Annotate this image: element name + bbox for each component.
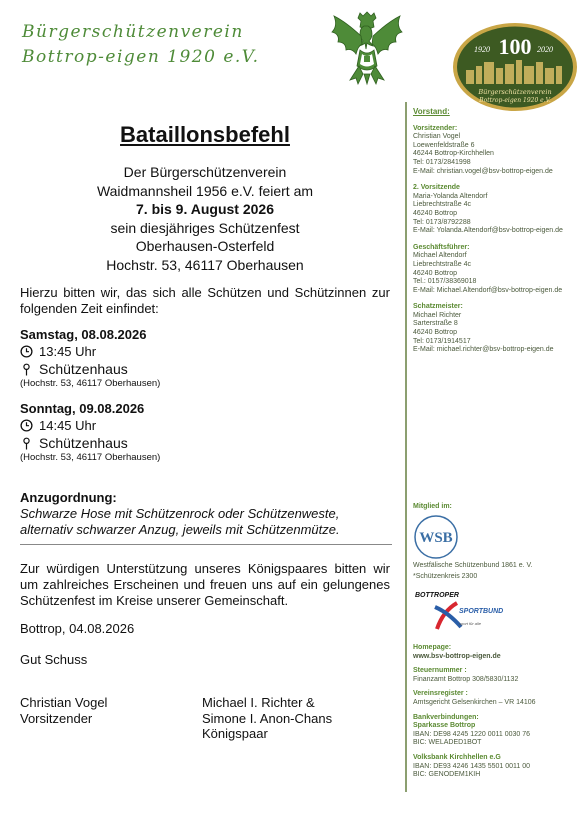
bank-bic: BIC: GENODEM1KIH xyxy=(413,771,481,779)
board-email-link[interactable]: E-Mail: michael.richter@bsv-bottrop-eigen.de xyxy=(413,346,554,354)
board-city: 46240 Bottrop xyxy=(413,269,457,277)
jubilee-caption-1: Bürgerschützenverein xyxy=(478,88,552,96)
signature-chairman xyxy=(20,695,107,726)
support-paragraph: Zur würdigen Unterstützung unseres Königspaares bitten wir um zahlreiches Erscheinen und freuen uns auf ein gelungenes Schützenfest im Kreise unserer Gemeinschaft. xyxy=(20,561,390,608)
jubilee-100-logo xyxy=(452,22,578,112)
membership-block xyxy=(413,503,579,635)
board-name: Michael Richter xyxy=(413,311,462,319)
board-street: Loewenfeldstraße 6 xyxy=(413,141,475,149)
tax-value: Finanzamt Bottrop 308/5830/1132 xyxy=(413,675,519,683)
bank-bic: BIC: WELADED1BOT xyxy=(413,739,482,747)
intro-line: Waidmannsheil 1956 e.V. feiert am xyxy=(96,182,314,199)
intro-block xyxy=(20,163,390,274)
board-sidebar xyxy=(413,108,579,355)
board-member xyxy=(413,244,579,296)
place-date: Bottrop, 04.08.2026 xyxy=(20,621,135,636)
board-street: Sarterstraße 8 xyxy=(413,320,458,328)
board-role: Geschäftsführer: xyxy=(413,243,470,251)
board-role: 2. Vorsitzende xyxy=(413,184,460,192)
board-member xyxy=(413,125,579,177)
signature-name: Michael I. Richter & xyxy=(202,695,315,710)
board-phone: Tel: 0173/1914517 xyxy=(413,337,471,345)
tax-label: Steuernummer : xyxy=(413,667,467,675)
board-street: Liebrechtstraße 4c xyxy=(413,201,471,209)
wsb-district: *Schützenkreis 2300 xyxy=(413,572,478,580)
intro-date: 7. bis 9. August 2026 xyxy=(136,201,274,217)
page-title: Bataillonsbefehl xyxy=(120,122,290,147)
intro-line: Der Bürgerschützenverein xyxy=(123,164,287,180)
register-label: Vereinsregister : xyxy=(413,690,468,698)
intro-line: sein diesjähriges Schützenfest xyxy=(110,219,300,236)
jubilee-year-to: 2020 xyxy=(537,45,553,54)
club-info xyxy=(413,638,579,780)
board-name: Maria-Yolanda Altendorf xyxy=(413,192,488,200)
location-pin-icon xyxy=(20,437,33,450)
board-name: Michael Altendorf xyxy=(413,252,467,260)
board-email-link[interactable]: E-Mail: Michael.Altendorf@bsv-bottrop-eigen.de xyxy=(413,286,563,294)
homepage-label: Homepage: xyxy=(413,644,452,651)
member-label: Mitglied im: xyxy=(413,503,452,510)
event-date: Samstag, 08.08.2026 xyxy=(20,327,147,342)
event-time: 13:45 Uhr xyxy=(39,344,97,359)
signature-royal-couple xyxy=(202,695,332,742)
board-email-link[interactable]: E-Mail: Yolanda.Altendorf@bsv-bottrop-eigen.de xyxy=(413,227,563,235)
dress-code xyxy=(20,490,392,538)
bank-iban: IBAN: DE93 4246 1435 5501 0011 00 xyxy=(413,762,531,770)
sportbund-tagline: sport für alle xyxy=(459,621,482,626)
event-day xyxy=(20,401,390,463)
board-street: Liebrechtstraße 4c xyxy=(413,260,471,268)
event-time: 14:45 Uhr xyxy=(39,418,97,433)
wsb-logo-text: WSB xyxy=(419,530,453,546)
intro-line: Oberhausen-Osterfeld xyxy=(135,238,275,254)
bank-name: Sparkasse Bottrop xyxy=(413,722,476,730)
event-time-row xyxy=(20,344,390,359)
club-name xyxy=(22,20,322,70)
board-member xyxy=(413,184,579,236)
event-address: (Hochstr. 53, 46117 Oberhausen) xyxy=(20,452,161,463)
board-phone: Tel: 0173/8792288 xyxy=(413,218,471,226)
event-day xyxy=(20,327,390,389)
board-heading: Vorstand: xyxy=(413,107,450,116)
board-phone: Tel: 0173/2841998 xyxy=(413,158,471,166)
sportbund-text-2: SPORTBUND xyxy=(459,608,504,615)
event-location: Schützenhaus xyxy=(39,435,128,451)
intro-line: Hochstr. 53, 46117 Oberhausen xyxy=(106,256,304,273)
event-address: (Hochstr. 53, 46117 Oberhausen) xyxy=(20,378,161,389)
invite-paragraph: Hierzu bitten wir, das sich alle Schützen und Schützinnen zur folgenden Zeit einfindet: xyxy=(20,285,390,316)
homepage-link[interactable]: www.bsv-bottrop-eigen.de xyxy=(413,652,501,660)
bank-iban: IBAN: DE98 4245 1220 0011 0030 76 xyxy=(413,730,531,738)
club-name-line1: Bürgerschützenverein xyxy=(22,22,244,42)
board-email-link[interactable]: E-Mail: christian.vogel@bsv-bottrop-eigen.de xyxy=(413,167,553,175)
register-value: Amtsgericht Gelsenkirchen – VR 14106 xyxy=(413,698,536,706)
jubilee-year-from: 1920 xyxy=(474,45,490,54)
board-city: 46240 Bottrop xyxy=(413,329,457,337)
board-role: Vorsitzender: xyxy=(413,124,458,132)
club-name-line2: Bottrop-eigen 1920 e.V. xyxy=(22,47,260,67)
signature-title: Vorsitzender xyxy=(20,710,93,726)
board-name: Christian Vogel xyxy=(413,133,461,141)
horizontal-rule xyxy=(20,544,392,545)
sportbund-logo xyxy=(413,589,513,635)
signature-name: Christian Vogel xyxy=(20,695,108,710)
dress-code-text: Schwarze Hose mit Schützenrock oder Schützenweste, alternativ schwarzer Anzug, jeweils mit Schützenmütze. xyxy=(20,506,340,537)
event-location-row xyxy=(20,435,390,451)
event-location-row xyxy=(20,361,390,377)
greeting: Gut Schuss xyxy=(20,652,88,667)
jubilee-number: 100 xyxy=(498,34,532,59)
board-role: Schatzmeister: xyxy=(413,303,463,311)
wsb-name: Westfälische Schützenbund 1861 e. V. xyxy=(413,562,533,569)
dress-code-label: Anzugordnung: xyxy=(20,490,117,505)
sportbund-text-1: BOTTROPER xyxy=(415,592,459,599)
signature-name: Simone I. Anon-Chans xyxy=(202,710,333,726)
location-pin-icon xyxy=(20,363,33,376)
bank-label: Bankverbindungen: xyxy=(413,713,479,721)
board-city: 46240 Bottrop xyxy=(413,209,457,217)
bank-name: Volksbank Kirchhellen e.G xyxy=(413,753,501,761)
clock-icon xyxy=(20,345,33,358)
event-location: Schützenhaus xyxy=(39,361,128,377)
wsb-logo xyxy=(413,514,459,560)
clock-icon xyxy=(20,419,33,432)
board-city: 46244 Bottrop-Kirchhellen xyxy=(413,150,494,158)
signature-title: Königspaar xyxy=(202,726,268,741)
sidebar-divider xyxy=(405,102,407,792)
eagle-crest-icon xyxy=(328,6,406,92)
jubilee-caption-2: Bottrop-eigen 1920 e.V. xyxy=(479,97,551,104)
board-phone: Tel.: 0157/38369018 xyxy=(413,278,477,286)
board-member xyxy=(413,303,579,355)
event-time-row xyxy=(20,418,390,433)
event-date: Sonntag, 09.08.2026 xyxy=(20,401,145,416)
